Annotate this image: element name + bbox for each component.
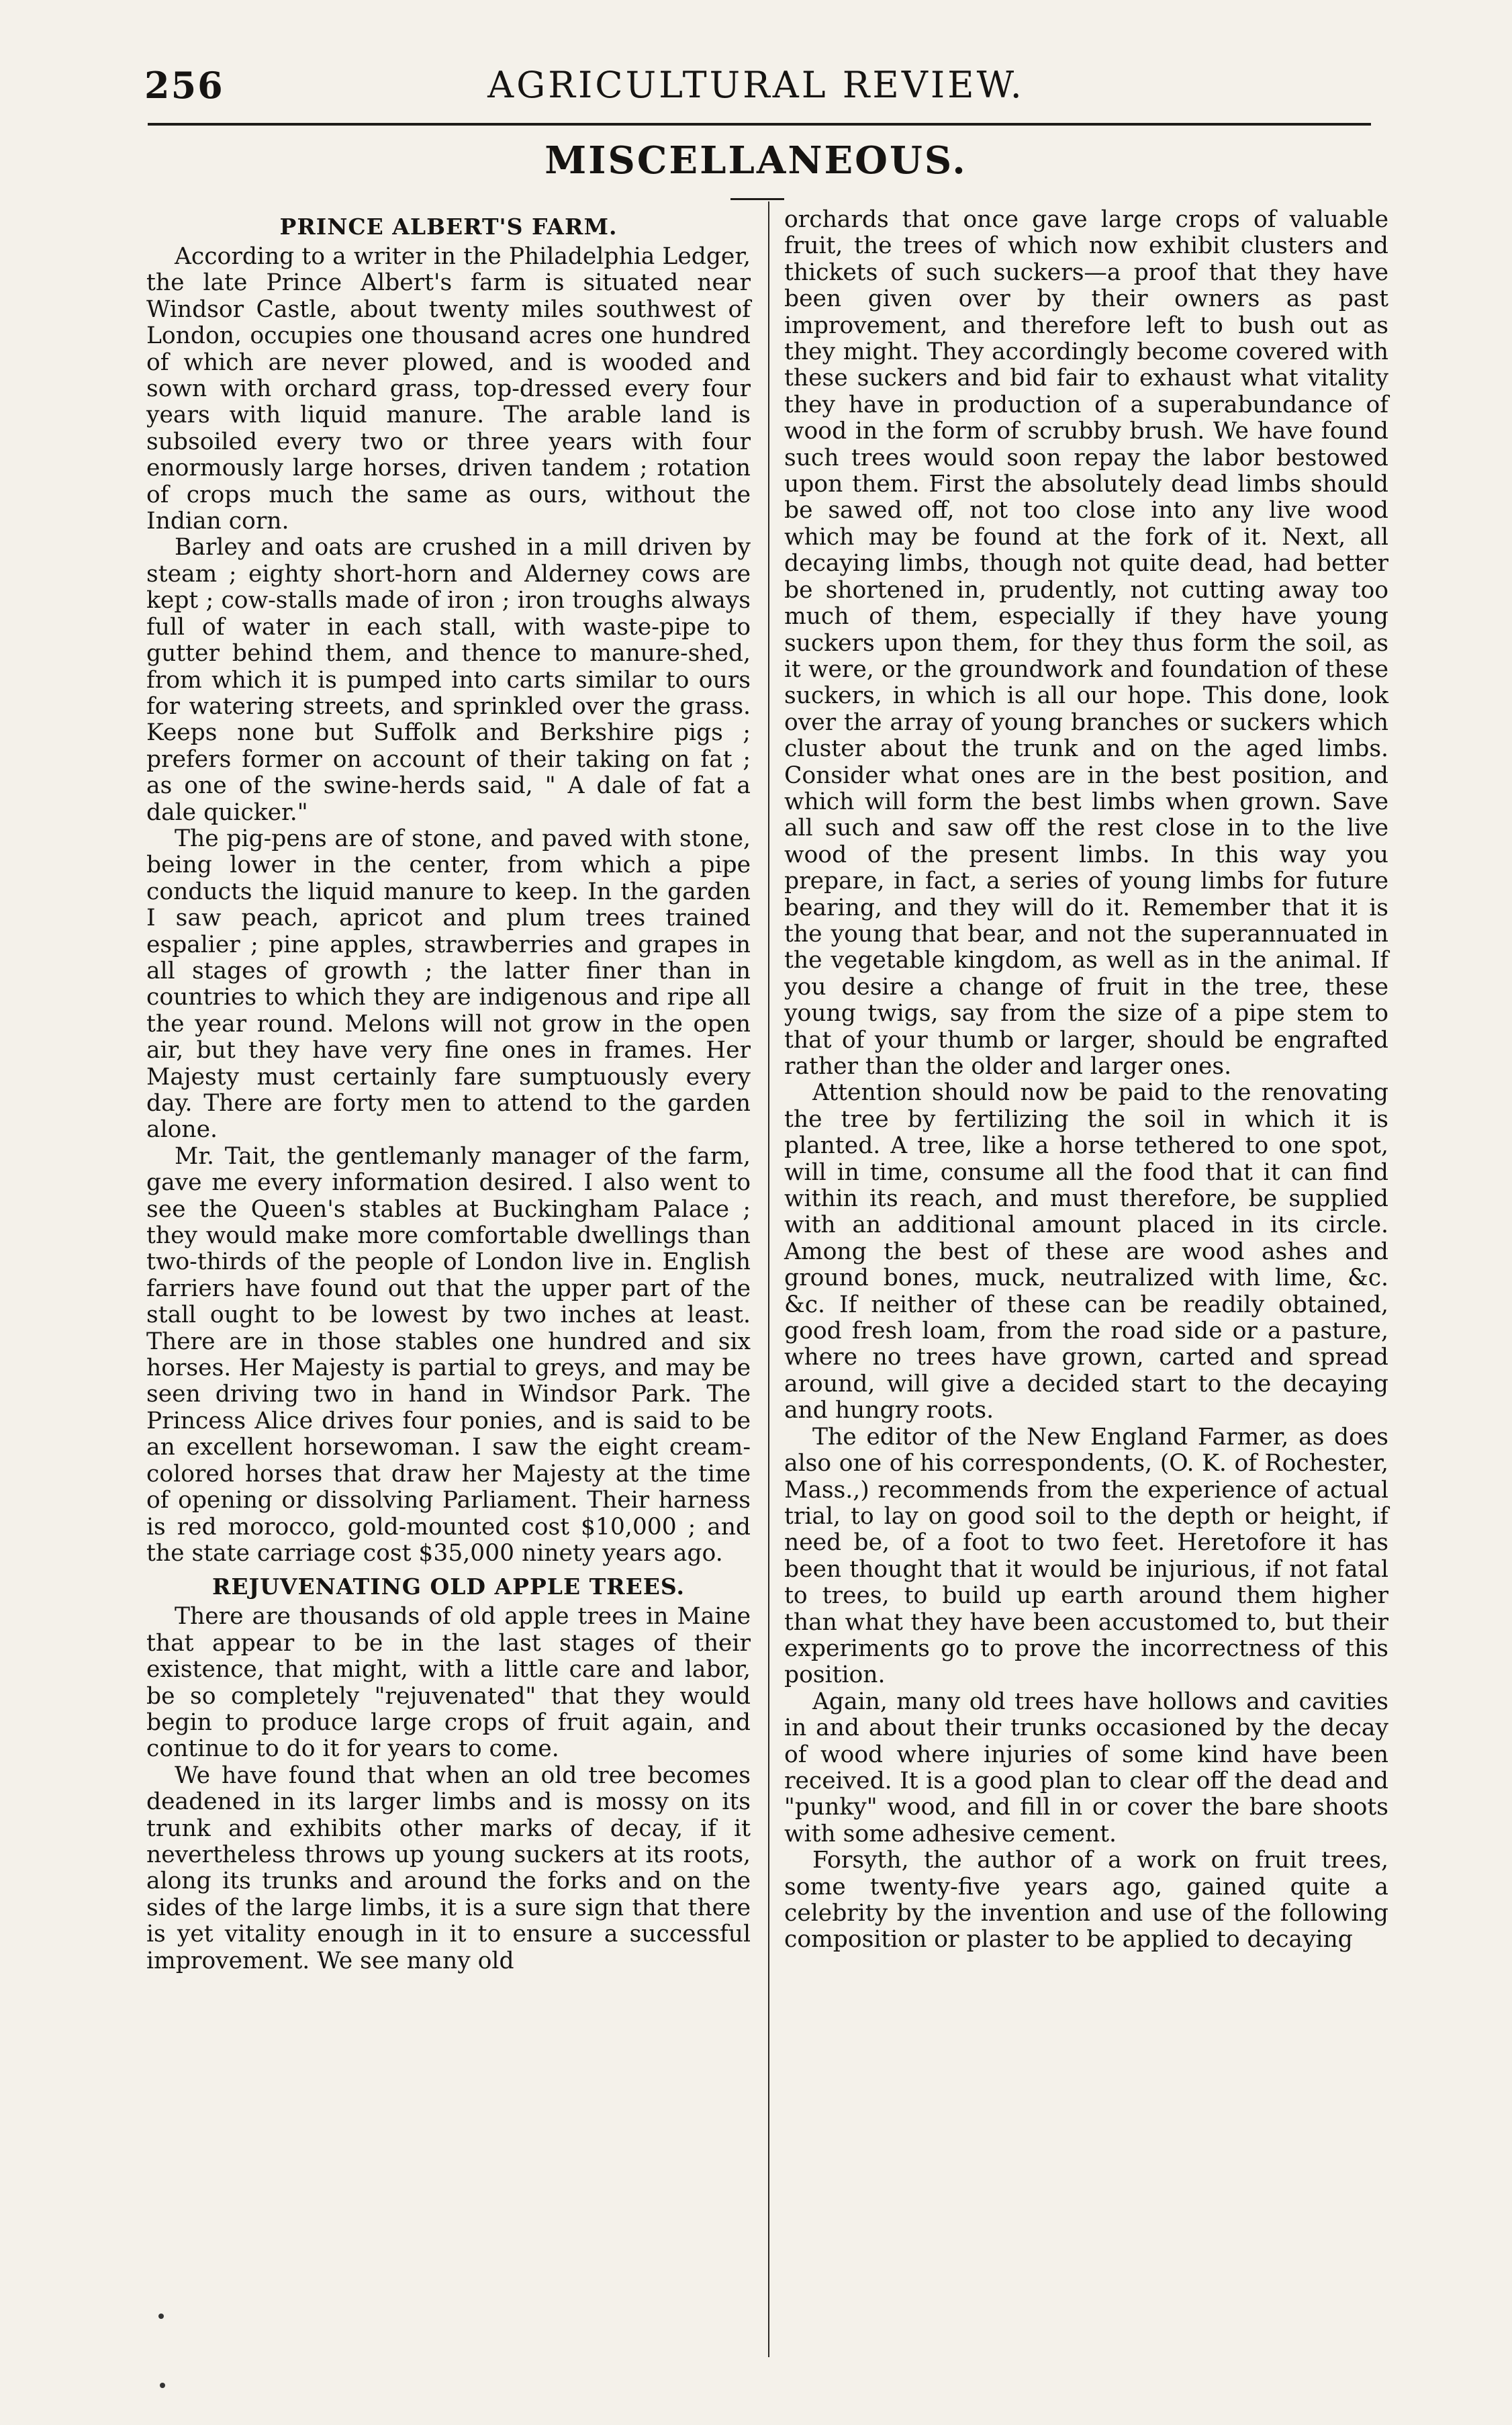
paragraph-continuation: orchards that once gave large crops of valuable fruit, the trees of which now exhibit clusters and thickets of such suckers—a proof that they have been given over by their owners as past improvement, and therefore left to bush out as they might. They accordingly become covered with these suckers and bid fair to exhaust what vitality they have in production of a superabundance of wood in the form of scrubby brush. We have found such trees would soon repay the labor bestowed upon them. First the absolutely dead limbs should be sawed off, not too close into any live wood which may be found at the fork of it. Next, all decaying limbs, though not quite dead, had better be shortened in, prudently, not cutting away too much of them, especially if they have young suckers upon them, for they thus form the soil, as it were, or the groundwork and foundation of these suckers, in which is all our hope. This done, look over the array of young branches or suckers which cluster about the trunk and on the aged limbs. Consider what ones are in the best position, and which will form the best limbs when grown. Save all such and saw off the rest close in to the live wood of the present limbs. In this way you prepare, in fact, a series of young limbs for future bearing, and they will do it. Remember that it is the young that bear, and not the superannuated in the vegetable kingdom, as well as in the animal. If you desire a change of fruit in the tree, these young twigs, say from the size of a pipe stem to that of your thumb or larger, should be engrafted rather than the older and larger ones.	[784, 206, 1388, 1080]
running-title: AGRICULTURAL REVIEW.	[487, 64, 1025, 106]
paragraph: The editor of the New England Farmer, as does also one of his correspondents, (O. K. of Rochester, Mass.,) recommends from the experience of actual trial, to lay on good soil to the depth or height, if need be, of a foot to two feet. Heretofore it has been thought that it would be injurious, if not fatal to trees, to build up earth around them higher than what they have been accustomed to, but their experiments go to prove the incorrectness of this position.	[784, 1423, 1388, 1689]
column-divider	[768, 201, 769, 2357]
header-rule	[148, 123, 1371, 126]
paragraph: We have found that when an old tree becomes deadened in its larger limbs and is mossy on its trunk and exhibits other marks of decay, if it nevertheless throws up young suckers at its roots, along its trunks and around the forks and on the sides of the large limbs, it is a sure sign that there is yet vitality enough in it to ensure a successful improvement. We see many old	[146, 1761, 751, 1974]
running-head	[144, 64, 1368, 118]
left-column	[146, 207, 751, 1974]
paragraph: Barley and oats are crushed in a mill driven by steam ; eighty short-horn and Alderney cows are kept ; cow-stalls made of iron ; iron troughs always full of water in each stall, with waste-pipe to gutter behind them, and thence to manure-shed, from which it is pumped into carts similar to ours for watering streets, and sprinkled over the grass. Keeps none but Suffolk and Berkshire pigs ; prefers former on account of their taking on fat ; as one of the swine-herds said, " A dale of fat a dale quicker."	[146, 534, 751, 826]
article-heading-prince-albert: PRINCE ALBERT'S FARM.	[279, 214, 618, 240]
page-number: 256	[144, 64, 224, 107]
paragraph: Forsyth, the author of a work on fruit trees, some twenty-five years ago, gained quite a celebrity by the invention and use of the following composition or plaster to be applied to decaying	[784, 1847, 1388, 1954]
paragraph: There are thousands of old apple trees in Maine that appear to be in the last stages of their existence, that might, with a little care and labor, be so completely "rejuvenated" that they would begin to produce large crops of fruit again, and continue to do it for years to come.	[146, 1603, 751, 1763]
paragraph: Mr. Tait, the gentlemanly manager of the farm, gave me every information desired. I also went to see the Queen's stables at Buckingham Palace ; they would make more comfortable dwellings than two-thirds of the people of London live in. English farriers have found out that the upper part of the stall ought to be lowest by two inches at least. There are in those stables one hundred and six horses. Her Majesty is partial to greys, and may be seen driving two in hand in Windsor Park. The Princess Alice drives four ponies, and is said to be an excellent horsewoman. I saw the eight cream-colored horses that draw her Majesty at the time of opening or dissolving Parliament. Their harness is red morocco, gold-mounted cost $10,000 ; and the state carriage cost $35,000 ninety years ago.	[146, 1142, 751, 1567]
title-underline-rule	[730, 198, 784, 200]
section-title: MISCELLANEOUS.	[545, 138, 967, 183]
article-heading-apple-trees: REJUVENATING OLD APPLE TREES.	[211, 1573, 686, 1600]
paragraph: Attention should now be paid to the renovating the tree by fertilizing the soil in which it is planted. A tree, like a horse tethered to one spot, will in time, consume all the food that it can find within its reach, and must therefore, be supplied with an additional amount placed in its circle. Among the best of these are wood ashes and ground bones, muck, neutralized with lime, &c. &c. If neither of these can be readily obtained, good fresh loam, from the road side or a pasture, where no trees have grown, carted and spread around, will give a decided start to the decaying and hungry roots.	[784, 1079, 1388, 1424]
print-speck	[160, 2383, 165, 2388]
print-speck	[158, 2314, 164, 2319]
right-column	[784, 207, 1388, 1954]
paragraph: Again, many old trees have hollows and cavities in and about their trunks occasioned by the decay of wood where injuries of some kind have been received. It is a good plan to clear off the dead and "punky" wood, and fill in or cover the bare shoots with some adhesive cement.	[784, 1688, 1388, 1847]
paragraph: According to a writer in the Philadelphia Ledger, the late Prince Albert's farm is situated near Windsor Castle, about twenty miles southwest of London, occupies one thousand acres one hundred of which are never plowed, and is wooded and sown with orchard grass, top-dressed every four years with liquid manure. The arable land is subsoiled every two or three years with four enormously large horses, driven tandem ; rotation of crops much the same as ours, without the Indian corn.	[146, 243, 751, 535]
paragraph: The pig-pens are of stone, and paved with stone, being lower in the center, from which a pipe conducts the liquid manure to keep. In the garden I saw peach, apricot and plum trees trained espalier ; pine apples, strawberries and grapes in all stages of growth ; the latter finer than in countries to which they are indigenous and ripe all the year round. Melons will not grow in the open air, but they have very fine ones in frames. Her Majesty must certainly fare sumptuously every day. There are forty men to attend to the garden alone.	[146, 825, 751, 1144]
